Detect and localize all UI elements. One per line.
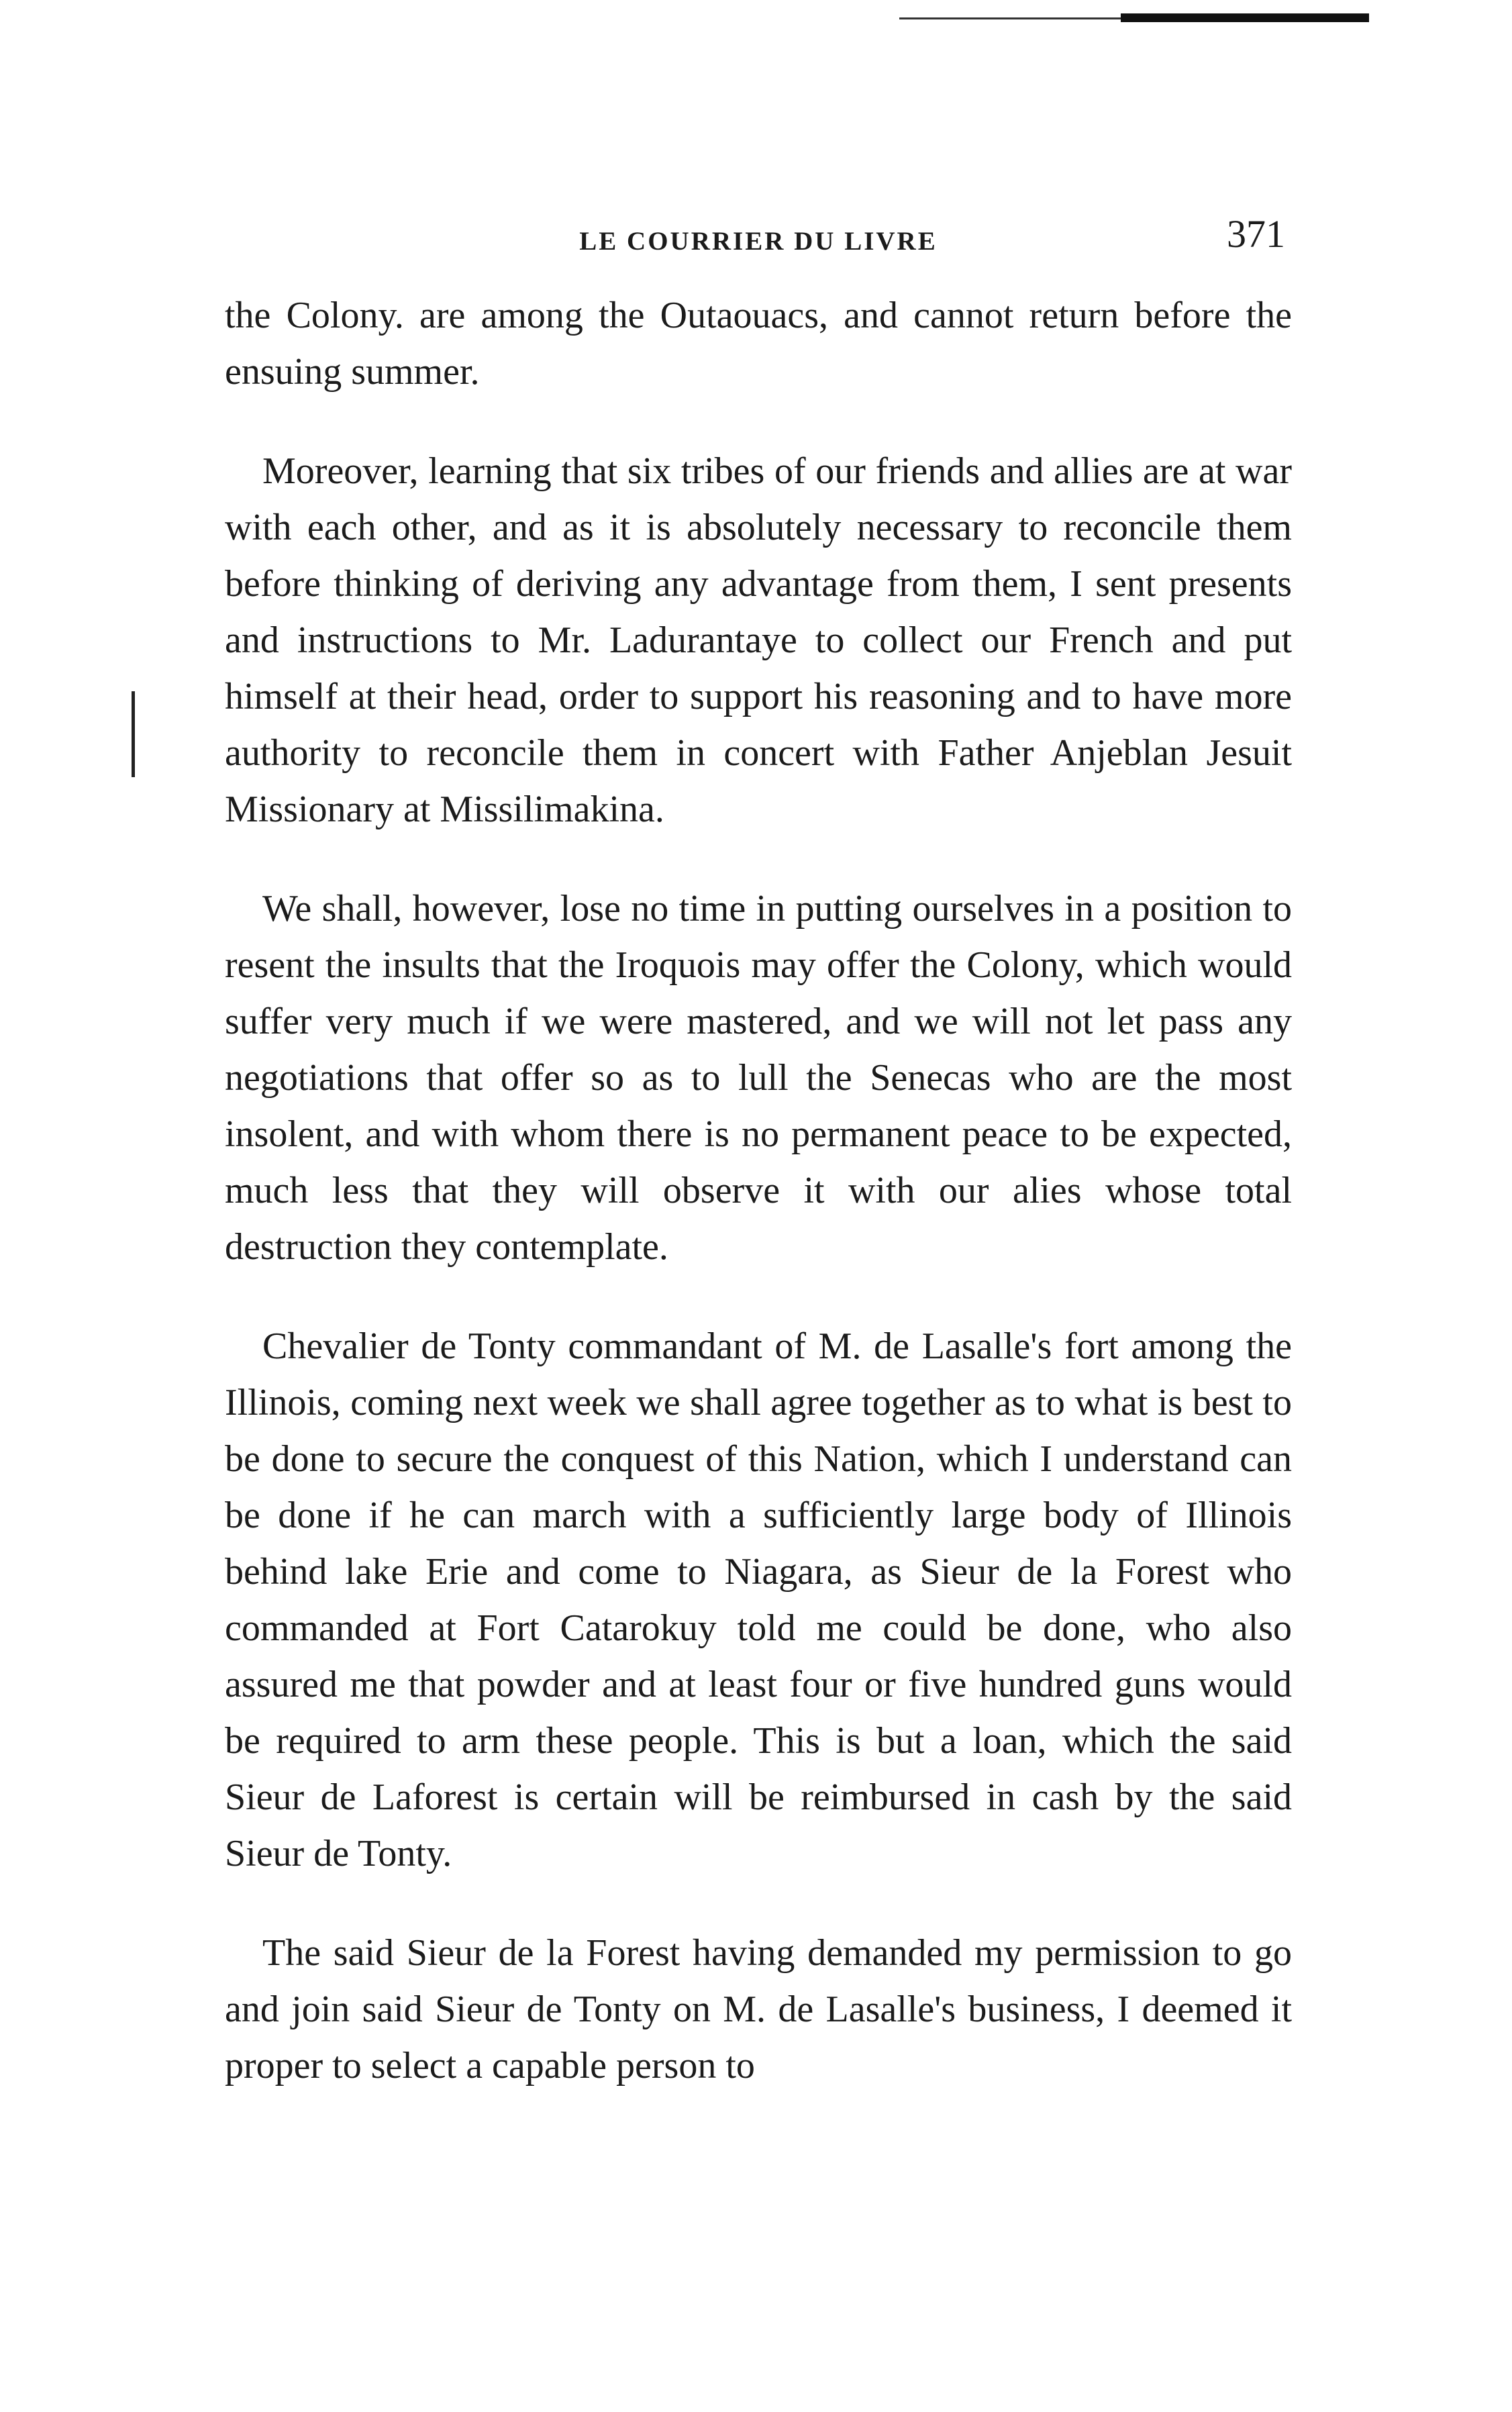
paragraph-3: We shall, however, lose no time in putting ourselves in a position to resent the insults that the Iroquois may offer the Colony, which would suffer very much if we were mastered, and we will not let pass any negotiations that offer so as to lull the Senecas who are the most insolent, and with whom there is no permanent peace to be expected, much less that they will observe it with our alies whose total destruction they contemplate. [225, 888, 1292, 1268]
paragraph-5: The said Sieur de la Forest having demanded my permission to go and join said Sieur de Tonty on M. de Lasalle's business, I deemed it proper to select a capable person to [225, 1932, 1292, 2087]
scan-edge-rule [899, 11, 1369, 26]
margin-mark [132, 691, 135, 777]
paragraph-2: Moreover, learning that six tribes of our friends and allies are at war with each other, and as it is absolutely necessary to reconcile them before thinking of deriving any advantage from them, I sent presents and instructions to Mr. Ladurantaye to collect our French and put himself at their head, order to support his reasoning and to have more authority to reconcile them in concert with Father Anjeblan Jesuit Missionary at Missilimakina. [225, 450, 1292, 830]
running-title: LE COURRIER DU LIVRE [579, 227, 938, 256]
page-number: 371 [1227, 212, 1285, 256]
running-head [225, 211, 1292, 265]
paragraph-4: Chevalier de Tonty commandant of M. de Lasalle's fort among the Illinois, coming next week we shall agree together as to what is best to be done to secure the conquest of this Nation, which I understand can be done if he can march with a sufficiently large body of Illinois behind lake Erie and come to Niagara, as Sieur de la Forest who commanded at Fort Catarokuy told me could be done, who also assured me that powder and at least four or five hundred guns would be required to arm these people. This is but a loan, which the said Sieur de Laforest is certain will be reimbursed in cash by the said Sieur de Tonty. [225, 1325, 1292, 1874]
paragraph-1: the Colony. are among the Outaouacs, and cannot return before the ensuing summer. [225, 295, 1292, 393]
body-text [225, 287, 1292, 2137]
